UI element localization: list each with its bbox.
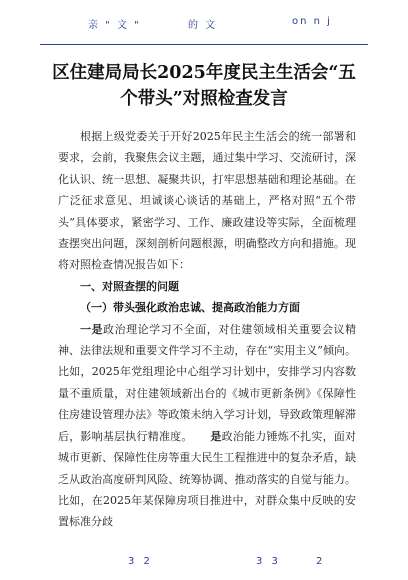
subsection-heading-1: （一）带头强化政治忠诚、提高政治能力方面 — [80, 301, 300, 315]
header-left-text: 亲 " 文 " — [88, 20, 141, 31]
paragraph-2-text: 政治能力锤炼不扎实，面对城市更新、保障性住房等重大民生工程推进中的复杂矛盾，缺乏从政治高度研判风险、统筹协调、推动落实的自觉与能力。比如，在2025年某保障房项目推进中，对群众集中反映的安置标准分歧 — [58, 429, 357, 529]
intro-paragraph: 根据上级党委关于开好2025年民主生活会的统一部署和要求，会前，我聚焦会议主题，通过集中学习、交流研讨，深化认识、统一思想、凝聚共识，打牢思想基础和理论基础。在广泛征求意见、坦诚谈心谈话的基础上，严格对照“五个带头”具体要求，紧密学习、工作、廉政建设等实际，全面梳理查摆突出问题，深刻剖析问题根源，明确整改方向和措施。现将对照检查情况报告如下： — [58, 130, 356, 272]
footer-center-text: 3 3 — [256, 556, 281, 567]
paragraph-1-text: 政治理论学习不全面，对住建领域相关重要会议精神、法律法规和重要文件学习不主动，存在“实用主义”倾向。比如，2025年党组理论中心组学习计划中，安排学习内容数量不重质量，对住建领域新出台的《城市更新条例》《保障性住房建设管理办法》等政策未纳入学习计划，导致政策理解滞后，影响基层执行精准度。 — [58, 322, 357, 443]
footer-right-text: 2 — [316, 556, 326, 567]
section-heading-1: 一、对照查摆的问题 — [80, 279, 179, 293]
header-divider — [40, 44, 368, 45]
paragraph-2-lead: 是 — [210, 429, 222, 443]
paragraph-1-lead: 一是 — [80, 322, 104, 336]
page-header — [0, 0, 408, 52]
page-footer — [0, 548, 408, 580]
title-line-2: 个带头”对照检查发言 — [120, 89, 288, 109]
header-right-text: on n j — [292, 16, 332, 27]
paragraph-1 — [58, 319, 356, 533]
document-title — [52, 60, 356, 112]
header-center-text: 的 文 — [188, 20, 218, 31]
title-line-1: 区住建局局长2025年度民主生活会“五 — [52, 63, 356, 83]
footer-left-text: 3 2 — [128, 556, 153, 567]
document-body — [58, 126, 356, 533]
